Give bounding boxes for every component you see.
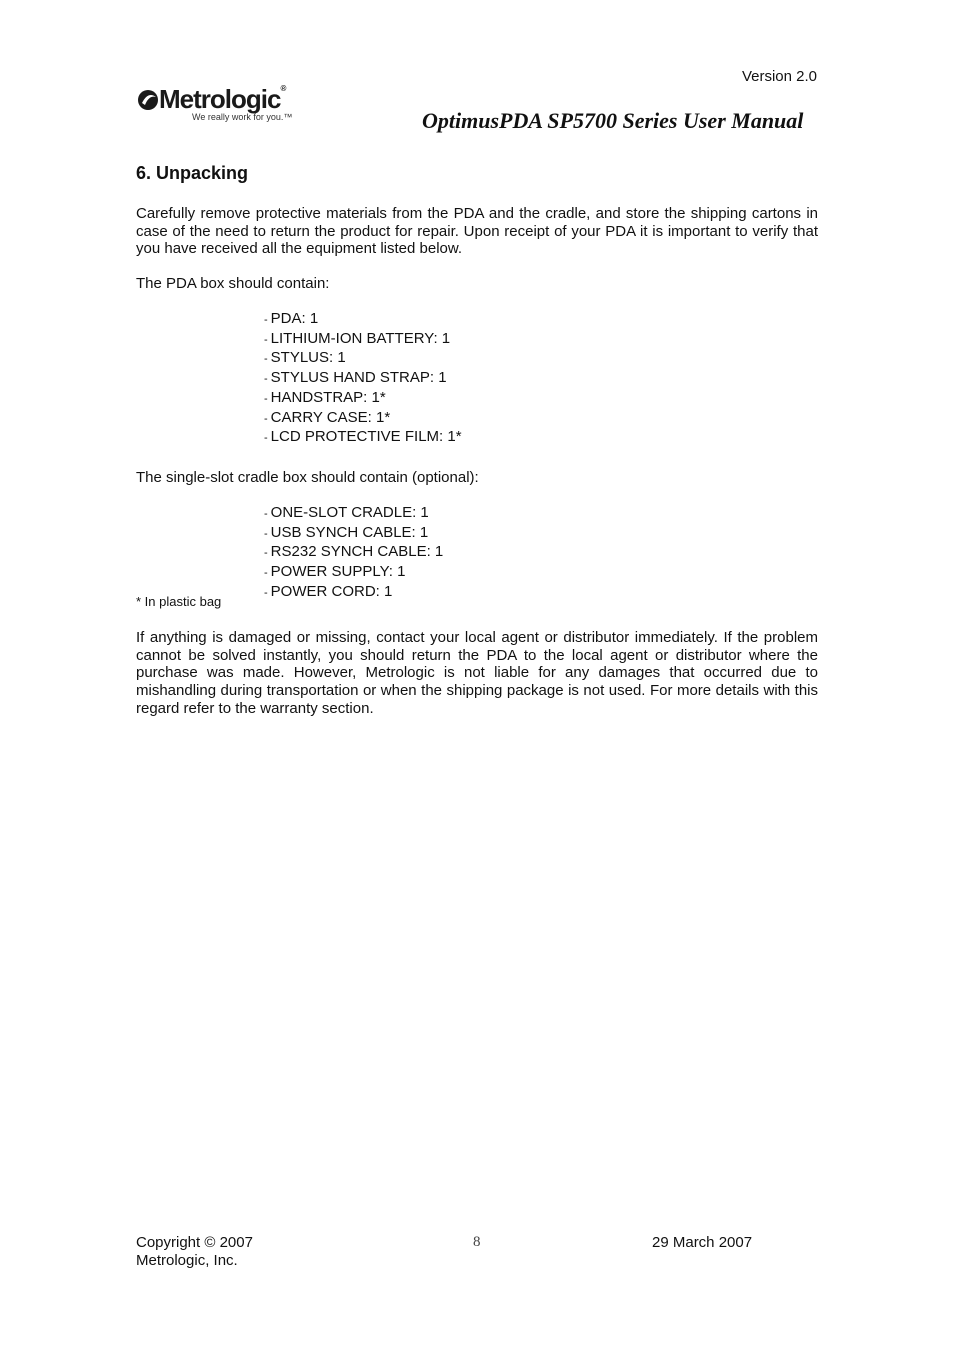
- section-heading: 6. Unpacking: [136, 163, 249, 183]
- list-item: - HANDSTRAP: 1*: [264, 388, 386, 406]
- footer-copyright: [136, 1234, 253, 1270]
- list-item: - STYLUS HAND STRAP: 1: [264, 369, 447, 387]
- logo-wordmark: Metrologic®: [159, 84, 286, 114]
- company-logo: [137, 86, 317, 128]
- list-item: - LCD PROTECTIVE FILM: 1*: [264, 428, 462, 446]
- logo-tagline: We really work for you.™: [192, 112, 293, 122]
- list-item: - USB SYNCH CABLE: 1: [264, 523, 429, 541]
- list-item: - POWER CORD: 1: [264, 582, 393, 600]
- list-item: - RS232 SYNCH CABLE: 1: [264, 543, 444, 561]
- intro-paragraph: Carefully remove protective materials from the PDA and the cradle, and store the shipping cartons in case of the need to return the product for repair. Upon receipt of your PDA it is important to verify that you have received all the equipment listed below.: [136, 205, 818, 258]
- closing-paragraph: If anything is damaged or missing, contact your local agent or distributor immediately. If the problem cannot be solved instantly, you should return the PDA to the local agent or distributor where the purchase was made. However, Metrologic is not liable for any damages that occurred due to mishandling during transportation or when the shipping package is not used. For more details with this regard refer to the warranty section.: [136, 629, 818, 717]
- pda-box-list: [264, 310, 462, 448]
- cradle-box-list: [264, 504, 443, 603]
- list-item: - POWER SUPPLY: 1: [264, 563, 406, 581]
- manual-title: OptimusPDA SP5700 Series User Manual: [422, 108, 804, 133]
- list-item: - ONE-SLOT CRADLE: 1: [264, 504, 429, 521]
- pda-box-label: The PDA box should contain:: [136, 275, 330, 292]
- cradle-box-label: The single-slot cradle box should contain (optional):: [136, 469, 479, 486]
- page-number: 8: [473, 1234, 481, 1250]
- footnote: * In plastic bag: [136, 594, 222, 609]
- list-item: - PDA: 1: [264, 310, 319, 327]
- footer-date: 29 March 2007: [652, 1234, 753, 1251]
- document-version: Version 2.0: [741, 68, 817, 85]
- list-item: - LITHIUM-ION BATTERY: 1: [264, 329, 451, 347]
- copyright-line: Copyright © 2007: [136, 1234, 253, 1251]
- list-item: - STYLUS: 1: [264, 349, 346, 367]
- company-line: Metrologic, Inc.: [136, 1252, 238, 1269]
- logo-mark-icon: [137, 89, 159, 111]
- list-item: - CARRY CASE: 1*: [264, 408, 391, 426]
